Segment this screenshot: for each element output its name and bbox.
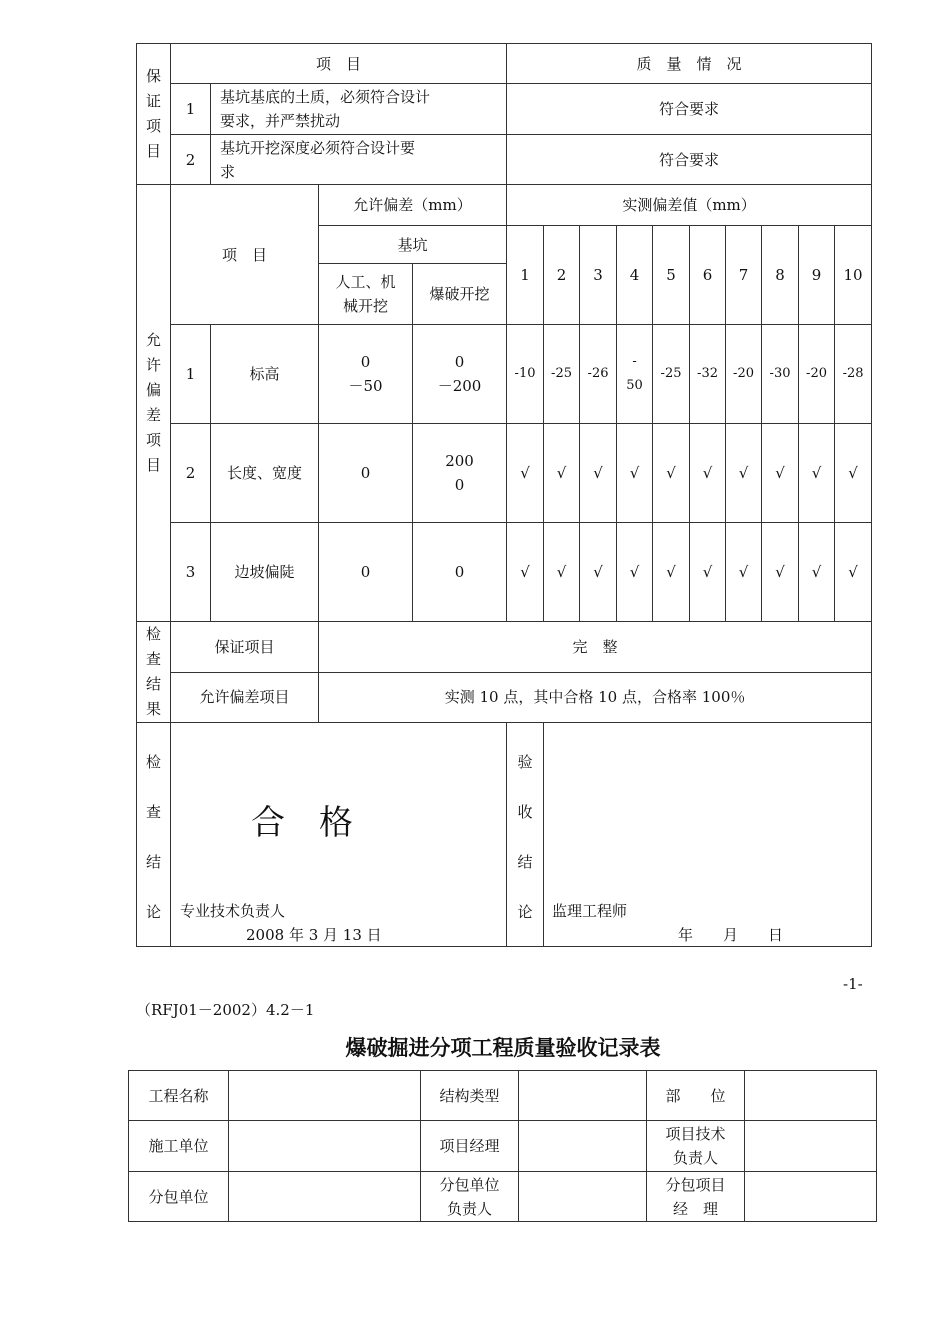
sub-pm-label: 分包项目 经 理	[647, 1172, 745, 1222]
tech-lead-header-label: 项目技术 负责人	[647, 1121, 745, 1172]
result-section-label: 检 查 结 果	[137, 622, 171, 723]
project-name-value	[229, 1071, 421, 1121]
project-manager-value	[519, 1121, 647, 1172]
blast-allowed-value: 200 0	[413, 424, 507, 523]
measured-value: -10	[507, 325, 544, 424]
measure-number: 6	[690, 226, 726, 325]
deviation-section-label: 允 许 偏 差 项 目	[137, 185, 171, 622]
blast-allowed-value: 0 －200	[413, 325, 507, 424]
acceptance-conclusion-cell	[544, 723, 872, 947]
construction-unit-value	[229, 1121, 421, 1172]
allowed-deviation-header: 允许偏差（mm）	[319, 185, 507, 226]
guarantee-row-number: 1	[171, 84, 211, 135]
guarantee-quality-header: 质 量 情 况	[507, 44, 872, 84]
measured-value: √	[835, 424, 872, 523]
measured-deviation-header: 实测偏差值（mm）	[507, 185, 872, 226]
project-manager-label: 项目经理	[421, 1121, 519, 1172]
measured-value: √	[762, 424, 799, 523]
tech-lead-header-value	[745, 1121, 877, 1172]
guarantee-section-label: 保 证 项 目	[137, 44, 171, 185]
measured-value: √	[507, 523, 544, 622]
measured-value: -28	[835, 325, 872, 424]
blast-allowed-value: 0	[413, 523, 507, 622]
form-title: 爆破掘进分项工程质量验收记录表	[345, 1035, 661, 1060]
manual-allowed-value: 0 －50	[319, 325, 413, 424]
guarantee-item-header: 项 目	[171, 44, 507, 84]
check-conclusion-cell	[171, 723, 507, 947]
measured-value: -30	[762, 325, 799, 424]
measured-value: √	[617, 424, 653, 523]
part-value	[745, 1071, 877, 1121]
deviation-row-number: 2	[171, 424, 211, 523]
guarantee-row-item: 基坑基底的土质，必须符合设计 要求，并严禁扰动	[211, 84, 507, 135]
measure-number: 7	[726, 226, 762, 325]
quality-inspection-table	[136, 43, 872, 947]
result-deviation-value: 实测 10 点，其中合格 10 点，合格率 100％	[319, 672, 872, 723]
check-conclusion-label: 检 查 结 论	[137, 723, 171, 947]
deviation-row-number: 1	[171, 325, 211, 424]
pit-header: 基坑	[319, 226, 507, 264]
measure-number: 1	[507, 226, 544, 325]
measured-value: √	[690, 424, 726, 523]
measured-value: √	[544, 424, 580, 523]
sub-unit-lead-label: 分包单位 负责人	[421, 1172, 519, 1222]
structure-type-value	[519, 1071, 647, 1121]
sub-pm-value	[745, 1172, 877, 1222]
measured-value: -25	[544, 325, 580, 424]
measured-value: √	[726, 523, 762, 622]
measured-value: √	[507, 424, 544, 523]
measured-value: -26	[580, 325, 617, 424]
measure-number: 9	[799, 226, 835, 325]
measure-number: 10	[835, 226, 872, 325]
result-deviation-label: 允许偏差项目	[171, 672, 319, 723]
blasting-excavation-header: 爆破开挖	[413, 264, 507, 325]
measured-value: -20	[726, 325, 762, 424]
guarantee-row-number: 2	[171, 135, 211, 185]
deviation-row-number: 3	[171, 523, 211, 622]
measured-value: √	[580, 424, 617, 523]
measured-value: -20	[799, 325, 835, 424]
manual-allowed-value: 0	[319, 424, 413, 523]
deviation-item-header: 项 目	[171, 185, 319, 325]
page-number: -1-	[843, 975, 863, 993]
check-date: 2008 年 3 月 13 日	[246, 926, 382, 944]
measured-value: √	[835, 523, 872, 622]
measured-value: √	[799, 523, 835, 622]
measured-value: √	[690, 523, 726, 622]
verdict: 合 格	[251, 803, 353, 843]
tech-lead-label: 专业技术负责人	[180, 902, 286, 920]
acceptance-date-blank: 年 月 日	[678, 926, 784, 944]
project-info-table	[128, 1070, 877, 1222]
manual-allowed-value: 0	[319, 523, 413, 622]
manual-excavation-header: 人工、机 械开挖	[319, 264, 413, 325]
measured-value: √	[726, 424, 762, 523]
sub-unit-value	[229, 1172, 421, 1222]
construction-unit-label: 施工单位	[129, 1121, 229, 1172]
deviation-row-name: 边坡偏陡	[211, 523, 319, 622]
supervisor-label: 监理工程师	[552, 902, 628, 920]
measured-value: √	[799, 424, 835, 523]
form-code: （RFJ01－2002）4.2－1	[136, 1001, 315, 1019]
measure-number: 4	[617, 226, 653, 325]
measure-number: 5	[653, 226, 690, 325]
guarantee-row-quality: 符合要求	[507, 135, 872, 185]
measured-value: √	[653, 523, 690, 622]
part-label: 部 位	[647, 1071, 745, 1121]
project-name-label: 工程名称	[129, 1071, 229, 1121]
result-guarantee-value: 完 整	[319, 622, 872, 673]
measured-value: √	[544, 523, 580, 622]
acceptance-conclusion-label: 验 收 结 论	[507, 723, 544, 947]
structure-type-label: 结构类型	[421, 1071, 519, 1121]
measured-value: √	[617, 523, 653, 622]
measured-value: √	[762, 523, 799, 622]
guarantee-row-item: 基坑开挖深度必须符合设计要 求	[211, 135, 507, 185]
measured-value: √	[580, 523, 617, 622]
guarantee-row-quality: 符合要求	[507, 84, 872, 135]
sub-unit-label: 分包单位	[129, 1172, 229, 1222]
measure-number: 2	[544, 226, 580, 325]
measure-number: 8	[762, 226, 799, 325]
deviation-row-name: 长度、宽度	[211, 424, 319, 523]
measured-value: -32	[690, 325, 726, 424]
measure-number: 3	[580, 226, 617, 325]
measured-value: - 50	[617, 325, 653, 424]
measured-value: -25	[653, 325, 690, 424]
measured-value: √	[653, 424, 690, 523]
deviation-row-name: 标高	[211, 325, 319, 424]
result-guarantee-label: 保证项目	[171, 622, 319, 673]
sub-unit-lead-value	[519, 1172, 647, 1222]
